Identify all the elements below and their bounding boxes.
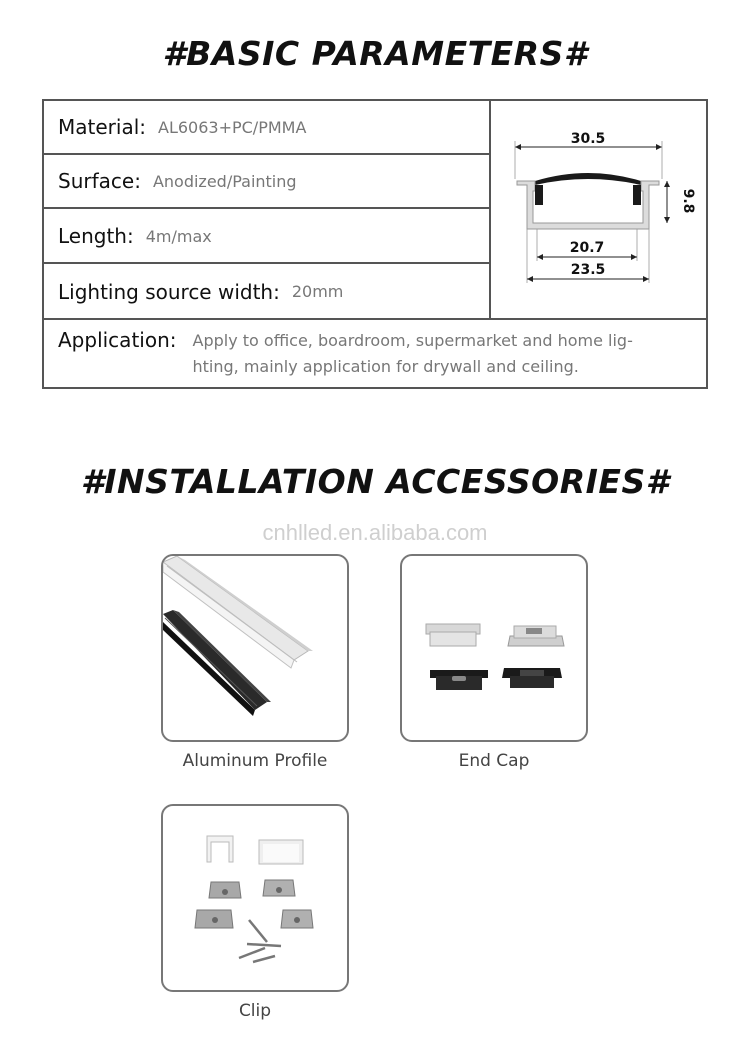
application-label: Application:: [58, 328, 177, 352]
param-value: AL6063+PC/PMMA: [158, 117, 307, 137]
param-value: 20mm: [291, 282, 344, 301]
basic-parameters-title: #BASIC PARAMETERS#: [162, 34, 588, 73]
aluminum-profile-image: [163, 556, 347, 740]
param-row-surface: [44, 155, 489, 209]
end-cap-image: [402, 556, 586, 740]
clip-image: [163, 806, 347, 990]
profile-diagram-cell: [489, 101, 708, 320]
param-value: Anodized/Painting: [152, 171, 297, 191]
installation-accessories-title: #INSTALLATION ACCESSORIES#: [80, 462, 670, 501]
param-row-length: [44, 210, 489, 264]
application-value: [193, 328, 633, 381]
end-cap-caption: End Cap: [458, 751, 530, 771]
param-row-lighting-width: [44, 265, 489, 320]
watermark: cnhlled.en.alibaba.com: [262, 520, 488, 545]
param-label: Surface:: [58, 169, 141, 193]
application-line-1: Apply to office, boardroom, supermarket and home lig-: [192, 331, 633, 350]
param-value: 4m/max: [145, 226, 212, 246]
dim-height: 9.8: [680, 188, 696, 214]
dim-top-width: 30.5: [570, 131, 606, 147]
dim-outer-width: 23.5: [570, 262, 606, 278]
clip-caption: Clip: [238, 1001, 272, 1021]
aluminum-profile-card[interactable]: [161, 554, 349, 742]
application-line-2: hting, mainly application for drywall and ceiling.: [192, 357, 579, 376]
application-row: [44, 320, 708, 389]
dim-inner-width: 20.7: [569, 240, 605, 256]
param-label: Lighting source width:: [58, 279, 280, 304]
profile-cross-section-diagram: [491, 101, 708, 318]
clip-card[interactable]: [161, 804, 349, 992]
end-cap-card[interactable]: [400, 554, 588, 742]
param-row-material: [44, 101, 489, 155]
aluminum-profile-caption: Aluminum Profile: [182, 751, 328, 771]
parameters-table: [42, 99, 708, 389]
param-label: Material:: [58, 115, 146, 139]
param-label: Length:: [58, 224, 134, 248]
